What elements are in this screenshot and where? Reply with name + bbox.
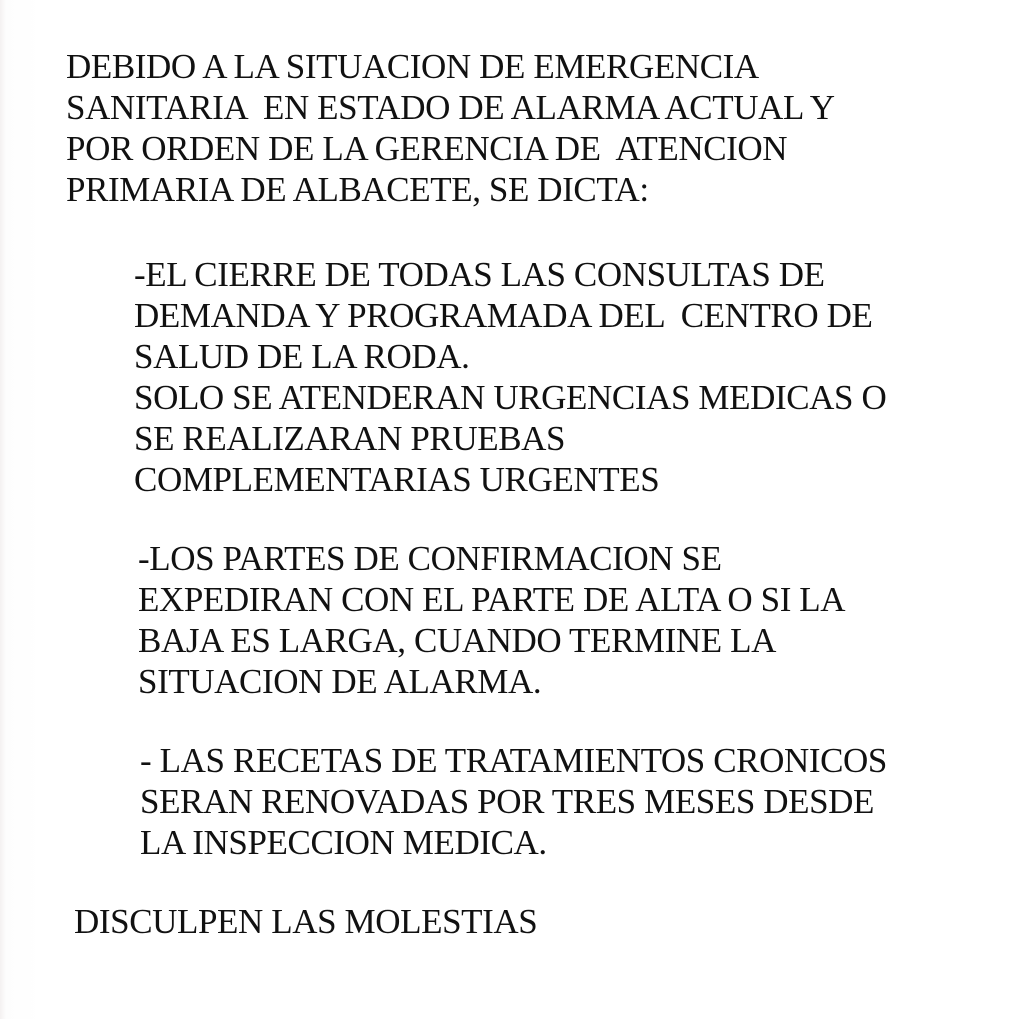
- point1-line: DEMANDA Y PROGRAMADA DEL CENTRO DE: [134, 296, 873, 335]
- intro-line: DEBIDO A LA SITUACION DE EMERGENCIA: [66, 47, 759, 86]
- point3-line: SERAN RENOVADAS POR TRES MESES DESDE: [140, 782, 875, 821]
- point2-line: -LOS PARTES DE CONFIRMACION SE: [138, 539, 722, 578]
- point2-line: SITUACION DE ALARMA.: [138, 662, 542, 701]
- closing-apology: DISCULPEN LAS MOLESTIAS: [74, 902, 538, 941]
- point1-line: -EL CIERRE DE TODAS LAS CONSULTAS DE: [134, 255, 825, 294]
- intro-line: POR ORDEN DE LA GERENCIA DE ATENCION: [66, 129, 788, 168]
- point3-line: LA INSPECCION MEDICA.: [140, 823, 547, 862]
- point1-line: COMPLEMENTARIAS URGENTES: [134, 460, 660, 499]
- point1-line: SALUD DE LA RODA.: [134, 337, 470, 376]
- point2-line: EXPEDIRAN CON EL PARTE DE ALTA O SI LA: [138, 580, 846, 619]
- point1-line: SOLO SE ATENDERAN URGENCIAS MEDICAS O: [134, 378, 887, 417]
- intro-line: SANITARIA EN ESTADO DE ALARMA ACTUAL Y: [66, 88, 835, 127]
- intro-line: PRIMARIA DE ALBACETE, SE DICTA:: [66, 170, 649, 209]
- point3-line: - LAS RECETAS DE TRATAMIENTOS CRONICOS: [140, 741, 887, 780]
- point1-line: SE REALIZARAN PRUEBAS: [134, 419, 566, 458]
- point2-line: BAJA ES LARGA, CUANDO TERMINE LA: [138, 621, 776, 660]
